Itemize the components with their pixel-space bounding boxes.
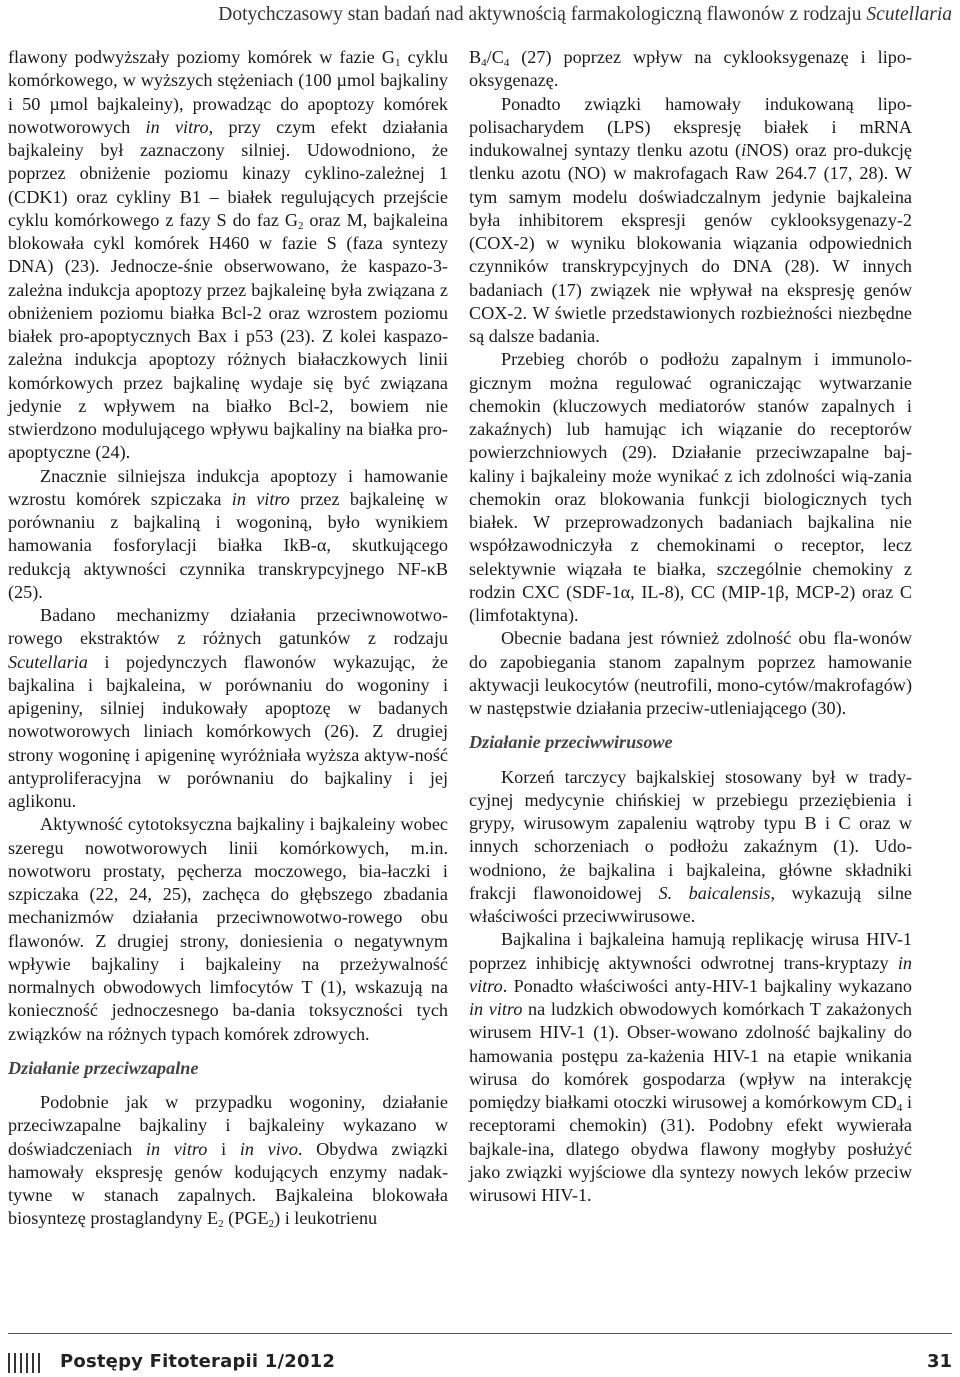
paragraph: Korzeń tarczycy bajkalskiej stosowany był w trady-cyjnej medycynie chińskiej w przebiegu przeziębienia i grypy, wirusowym zapaleniu wątroby typu B i C oraz w innych schorzeniach o podłożu zakaźnym (1). Udo-wodniono, że bajkalina i bajkaleina, główne składniki frakcji flawonoidowej S. baicalensis, wykazują silne właściwości przeciwwirusowe. bbox=[469, 766, 912, 926]
page-number: 31 bbox=[926, 1351, 952, 1372]
paragraph: Obecnie badana jest również zdolność obu fla-wonów do zapobiegania stanom zapalnym poprzez hamowanie aktywacji leukocytów (neutrofili, mono-cytów/makrofagów) w następstwie działania przeciw-utleniającego (30). bbox=[469, 628, 912, 718]
running-head-text: Dotychczasowy stan badań nad aktywnością farmakologiczną flawonów z rodzaju bbox=[218, 4, 862, 25]
footer-rule bbox=[8, 1333, 952, 1334]
paragraph: Bajkalina i bajkaleina hamują replikację wirusa HIV-1 poprzez inhibicję aktywności odwrotnej trans-kryptazy in vitro. Ponadto właściwości anty-HIV-1 bajkaliny wykazano in vitro na ludzkich obwodowych komórkach T zakażonych wirusem HIV-1 (1). Obser-wowano zdolność bajkaliny do hamowania postępu za-każenia HIV-1 na etapie wnikania wirusa do komórek gospodarza (wpływ na interakcję pomiędzy białkami otoczki wirusowej a komórkowym $CD_4$ i receptorami chemokin) (31). Podobny efekt wywierała bajkale-ina, dlatego obydwa flawony mogłyby posłużyć jako związki wyjściowe dla syntezy nowych leków przeciw wirusowi HIV-1. bbox=[469, 929, 912, 1205]
paragraph: $B_4/C_4$ (27) poprzez wpływ na cyklooksygenazę i lipo-oksygenazę. bbox=[469, 47, 912, 91]
running-head bbox=[0, 4, 952, 26]
paragraph: Aktywność cytotoksyczna bajkaliny i bajkaleiny wobec szeregu nowotworowych linii komórkowych, m.in. nowotworu prostaty, pęcherza moczowego, bia-łaczki i szpiczaka (22, 24, 25), zachęca do głębszego zbadania mechanizmów działania przeciwnowotwo-rowego obu flawonów. Z drugiej strony, doniesienia o negatywnym wpływie bajkaliny i bajkaleiny na przeżywalność normalnych obwodowych limfocytów T (1), wskazują na konieczność jednoczesnego ba-dania toksyczności tych związków na różnych typach komórek zdrowych. bbox=[8, 814, 448, 1044]
page-footer bbox=[8, 1351, 952, 1375]
journal-logo-marks bbox=[8, 1353, 52, 1373]
section-heading: Działanie przeciwwirusowe bbox=[469, 732, 673, 753]
paragraph: Przebieg chorób o podłożu zapalnym i immunolo-gicznym można regulować ograniczając wytwarzanie chemokin (kluczowych mediatorów stanów zapalnych i zakaźnych) lub hamując ich wiązanie do receptorów powierzchniowych (29). Działanie przeciwzapalne baj-kaliny i bajkaleiny może wynikać z ich zdolności wią-zania chemokin oraz blokowania funkcji biologicznych tych białek. W przeprowadzonych badaniach bajkalina nie współzawodniczyła z chemokinami o receptor, lecz selektywnie wiązała te białka, szczególnie chemokiny z rodzin CXC (SDF-1α, IL-8), CC (MIP-1β, MCP-2) oraz C (limfotaktyna). bbox=[469, 349, 912, 625]
paragraph: Znacznie silniejsza indukcja apoptozy i hamowanie wzrostu komórek szpiczaka in vitro przez bajkaleinę w porównaniu z bajkaliną i wogoniną, było wynikiem hamowania fosforylacji białka IkB-α, skutkującego redukcją aktywności czynnika transkrypcyjnego NF-κB (25). bbox=[8, 465, 449, 602]
right-column bbox=[469, 46, 912, 1207]
paragraph: Podobnie jak w przypadku wogoniny, działanie przeciwzapalne bajkaliny i bajkaleiny wykazano w doświadczeniach in vitro i in vivo. Obydwa związki hamowały ekspresję genów kodujących enzymy nadak-tywne w stanach zapalnych. Bajkaleina blokowała biosyntezę prostaglandyny $E_2$ $(PGE_2)$ i leukotrienu bbox=[8, 1092, 448, 1231]
paragraph: Ponadto związki hamowały indukowaną lipo-polisacharydem (LPS) ekspresję białek i mRNA indukowalnej syntazy tlenku azotu (iNOS) oraz pro-dukcję tlenku azotu (NO) w makrofagach Raw 264.7 (17, 28). W tym samym modelu doświadczalnym jedynie bajkaleina była inhibitorem ekspresji genów cyklooksygenazy-2 (COX-2) w wyniku blokowania wiązania odpowiednich czynników transkrypcyjnych do DNA (28). W innych badaniach (17) związek nie wpływał na ekspresję genów COX-2. W świetle przedstawionych rozbieżności niezbędne są dalsze badania. bbox=[469, 93, 912, 346]
section-heading: Działanie przeciwzapalne bbox=[8, 1057, 199, 1078]
paragraph: Badano mechanizmy działania przeciwnowotwo-rowego ekstraktów z różnych gatunków z rodzaju Scutellaria i pojedynczych flawonów wykazując, że bajkalina i bajkaleina, w porównaniu do wogoniny i apigeniny, silniej indukowały apoptozę w badanych nowotworowych liniach komórkowych (26). Z drugiej strony wogoninę i apigeninę wyróżniała wyższa aktyw-ność antyproliferacyjna w porównaniu do bajkaliny i jej aglikonu. bbox=[8, 605, 448, 811]
paragraph: flawony podwyższały poziomy komórek w fazie $G_1$ cyklu komórkowego, w wyższych stężeniach (100 µmol bajkaliny i 50 µmol bajkaleiny), prowadząc do apoptozy komórek nowotworowych in vitro, przy czym efekt działania bajkaleiny był zaznaczony silniej. Udowodniono, że poprzez obniżenie poziomu kinazy cyklino-zależnej 1 (CDK1) oraz cykliny B1 – białek regulujących przejście cyklu komórkowego z fazy S do faz $G_2$ oraz M, bajkaleina blokowała cykl komórek H460 w fazie S (faza syntezy DNA) (23). Jednocze-śnie obserwowano, że kaspazo-3-zależna indukcja apoptozy przez bajkaleinę była związana z obniżeniem poziomu białka Bcl-2 oraz wzrostem poziomu białek pro-apoptycznych Bax i p53 (23). Z kolei kaspazo-zależna indukcja apoptozy różnych białaczkowych linii komórkowych przez bajkalinę wydaje się być związana jedynie z wpływem na białko Bcl-2, bowiem nie stwierdzono modulującego wpływu bajkaliny na białka pro-apoptyczne (24). bbox=[8, 47, 448, 463]
left-column bbox=[8, 46, 448, 1231]
running-head-italic: Scutellaria bbox=[866, 4, 952, 25]
journal-name: Postępy Fitoterapii 1/2012 bbox=[60, 1351, 336, 1372]
